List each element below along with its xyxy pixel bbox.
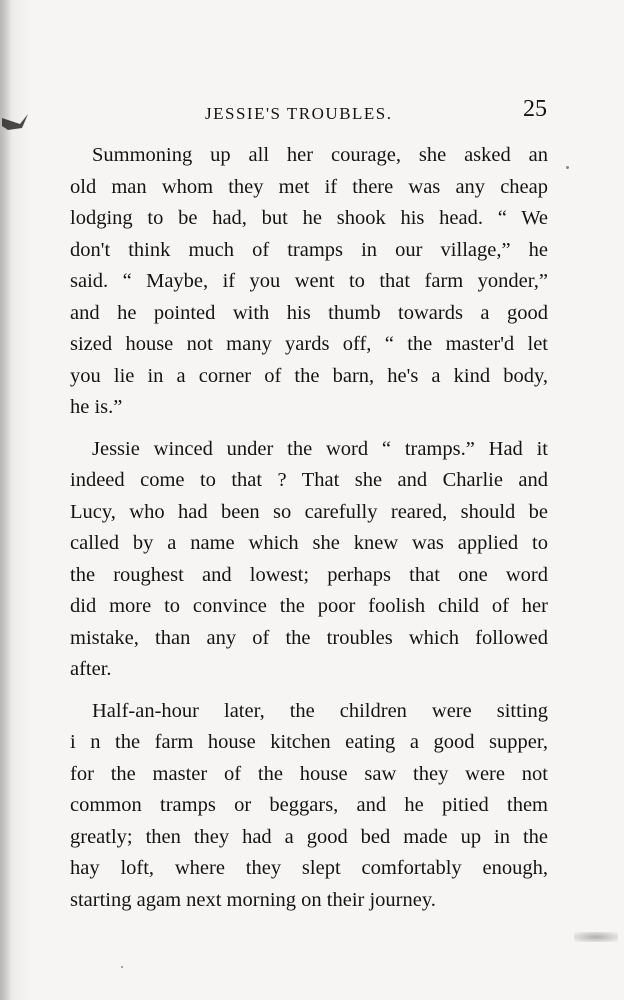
text-line: and he pointed with his thumb towards a good	[70, 301, 548, 324]
text-line: sized house not many yards off, “ the master'd let	[70, 333, 548, 355]
text-line: starting agam next morning on their journey.	[70, 888, 436, 911]
text-line: you lie in a corner of the barn, he's a kind body,	[70, 364, 548, 387]
paper-smudge	[574, 932, 618, 942]
text-line: lodging to be had, but he shook his head. “ We	[70, 207, 548, 229]
text-line: the roughest and lowest; perhaps that one word	[70, 563, 548, 586]
text-line: called by a name which she knew was applied to	[70, 532, 548, 554]
paragraph-2	[70, 434, 548, 686]
binding-shadow	[0, 0, 12, 1000]
text-line: Jessie winced under the word “ tramps.” Had it	[92, 437, 548, 460]
page-header	[100, 96, 550, 132]
paper-speck	[121, 966, 123, 968]
text-line: old man whom they met if there was any cheap	[70, 175, 548, 198]
text-line: common tramps or beggars, and he pitied them	[70, 794, 548, 816]
text-line: Summoning up all her courage, she asked an	[92, 144, 548, 166]
text-line: for the master of the house saw they were not	[70, 762, 548, 785]
text-line: i n the farm house kitchen eating a good supper,	[70, 731, 548, 753]
paragraph-3	[70, 696, 548, 917]
text-line: did more to convince the poor foolish child of her	[70, 595, 548, 617]
text-line: greatly; then they had a good bed made up in the	[70, 825, 548, 848]
text-line: Lucy, who had been so carefully reared, should be	[70, 500, 548, 523]
text-line: don't think much of tramps in our village,” he	[70, 238, 548, 261]
text-line: mistake, than any of the troubles which followed	[70, 626, 548, 649]
page-edge-tear-mark	[2, 100, 30, 140]
text-line: he is.”	[70, 396, 123, 418]
running-head: JESSIE'S TROUBLES.	[205, 104, 393, 123]
page-number: 25	[523, 96, 547, 122]
paragraph-1	[70, 140, 548, 424]
text-line: indeed come to that ? That she and Charlie and	[70, 469, 548, 491]
text-line: Half-an-hour later, the children were sitting	[92, 699, 548, 722]
text-line: after.	[70, 658, 112, 680]
paper-speck	[566, 166, 569, 169]
text-line: hay loft, where they slept comfortably enough,	[70, 857, 548, 879]
text-line: said. “ Maybe, if you went to that farm yonder,”	[70, 270, 548, 292]
body-text	[70, 140, 548, 926]
